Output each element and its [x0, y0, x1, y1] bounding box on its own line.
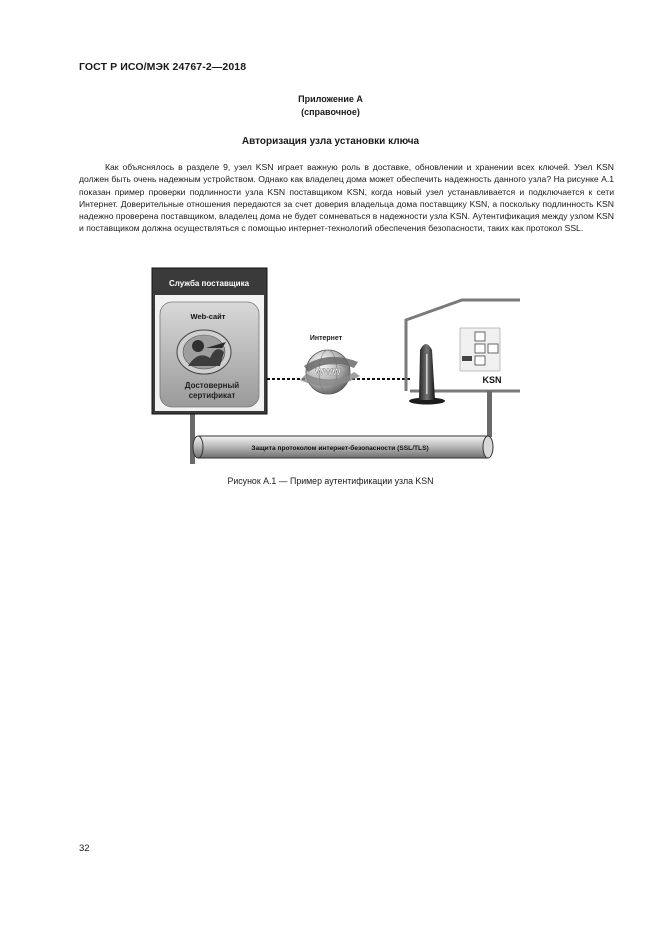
certificate-seal-icon	[177, 330, 231, 374]
home-control-panel	[460, 328, 500, 371]
annex-title: Приложение А	[298, 94, 363, 104]
tunnel-label: Защита протоколом интернет-безопасности (SSL/TLS)	[251, 445, 429, 452]
right-connector-pole	[487, 391, 492, 437]
www-label: WWW	[315, 367, 341, 377]
page-number: 32	[79, 843, 90, 854]
internet-label: Интернет	[309, 335, 343, 342]
ksn-authentication-figure	[140, 262, 520, 472]
annex-status: (справочное)	[301, 107, 360, 117]
certificate-line1: Достоверный	[184, 381, 240, 390]
ksn-node-label: KSN	[482, 375, 502, 385]
body-paragraph: Как объяснялось в разделе 9, узел KSN играет важную роль в доставке, обновлении и хранении всех ключей. Узел KSN должен быть очень надежным устройством. Однако как владелец дома может обеспечить надежность данного узла? На рисунке А.1 показан пример проверки подлинности узла KSN поставщиком KSN, когда новый узел устанавливается и подключается к сети Интернет. Доверительные отношения передаются за счет доверия владельца дома поставщику KSN, а поскольку подлинность KSN надежно проверена поставщиком, владелец дома не будет сомневаться в надежности узла KSN. Аутентификация между узлом KSN и поставщиком должна осуществляться с помощью интернет-технологий обеспечения безопасности, таких как протокол SSL.	[79, 162, 614, 234]
ssl-tls-tunnel	[193, 436, 493, 458]
website-label: Web-сайт	[190, 312, 226, 321]
left-connector-pole	[190, 412, 195, 464]
www-globe-icon	[300, 350, 360, 394]
certificate-line2: сертификат	[188, 391, 236, 400]
provider-label: Служба поставщика	[168, 279, 250, 288]
document-code: ГОСТ Р ИСО/МЭК 24767-2—2018	[79, 61, 247, 73]
figure-caption: Рисунок А.1 — Пример аутентификации узла KSN	[227, 476, 434, 486]
annex-heading	[0, 93, 661, 119]
section-title: Авторизация узла установки ключа	[241, 136, 420, 147]
